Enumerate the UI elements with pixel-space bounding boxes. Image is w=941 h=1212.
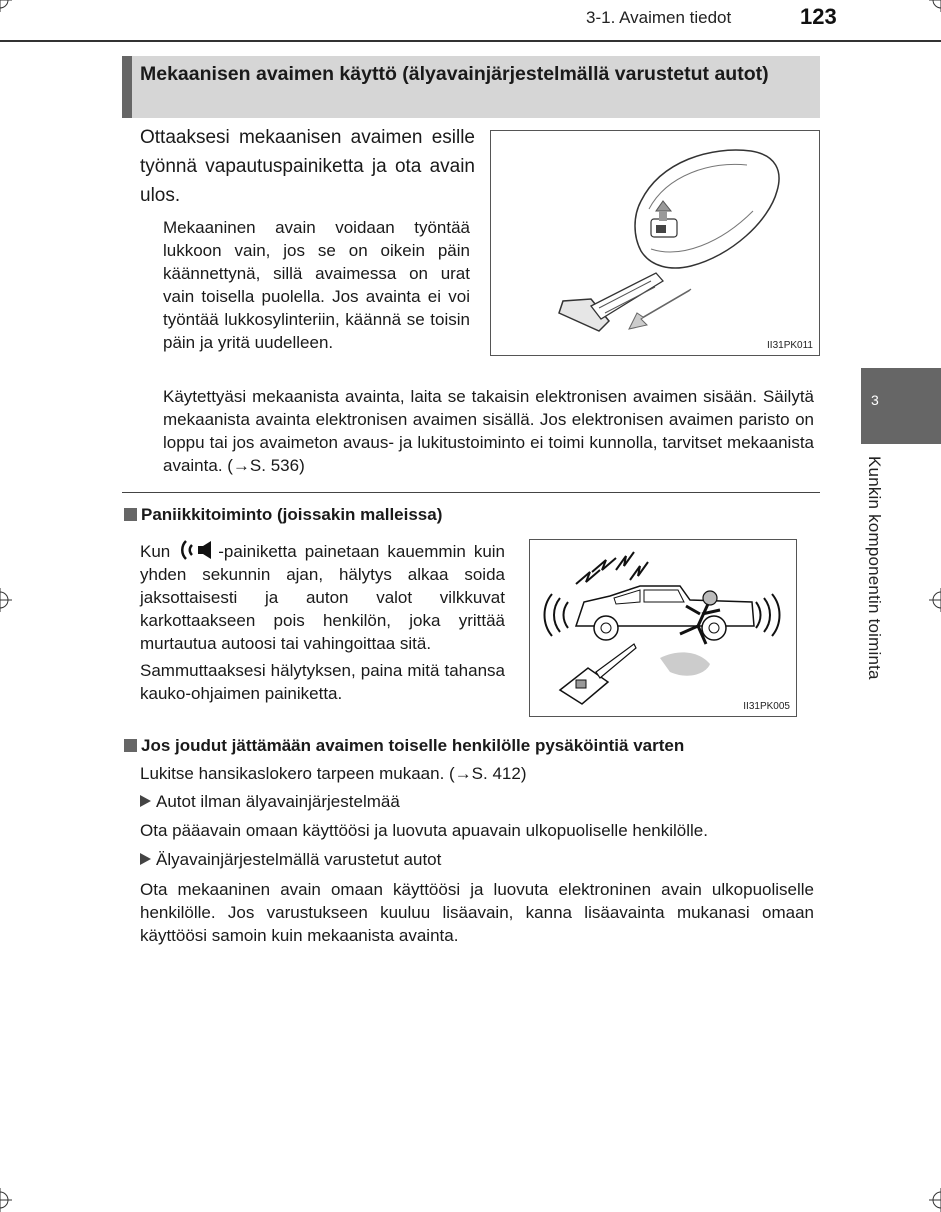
mechanical-key-note-2: Käytettyäsi mekaanista avainta, laita se takaisin elektronisen avaimen sisään. Säilytä mekaanista avainta elektronisen avaimen sisällä. Jos elektronisen avaimen paristo on loppu tai jos avaimeton avaus- ja lukitustoiminto ei toimi kunnolla, tarvitset mekaanista avainta. (→S. 536)	[163, 387, 814, 475]
section-heading-valet: Jos joudut jättämään avaimen toiselle henkilölle pysäköintiä varten	[124, 736, 684, 756]
panic-mode-illustration	[530, 540, 796, 716]
valet-bullet-smart-key: Älyavainjärjestelmällä varustetut autot	[140, 848, 441, 872]
figure-panic-mode	[529, 539, 797, 717]
section-heading-mechanical-key: Mekaanisen avaimen käyttö (älyavainjärjestelmällä varustetut autot)	[122, 56, 820, 118]
panic-button-icon	[178, 539, 218, 561]
mechanical-key-note-1: Mekaaninen avain voidaan työntää lukkoon vain, jos se on oikein päin käännettynä, sillä avaimessa on urat vain toisella puolella. Jos avainta ei voi työntää lukkosylinteriin, käännä se toisin päin ja yritä uudelleen.	[163, 218, 470, 352]
valet-glovebox-line: Lukitse hansikaslokero tarpeen mukaan. (→S. 412)	[140, 764, 527, 783]
panic-mode-stop-text: Sammuttaaksesi hälytyksen, paina mitä tahansa kauko-ohjaimen painiketta.	[140, 661, 505, 703]
panic-mode-text: Kun -painiketta painetaan kauemmin kuin yhden sekunnin ajan, hälytys alkaa soida jaksottaisesti ja auton valot vilkkuvat karkottaakseen pois henkilön, joka yrittää murtautua autoosi tai vahingoittaa sitä.	[140, 539, 505, 655]
crop-mark-top-right	[929, 0, 941, 12]
square-bullet-icon	[124, 739, 137, 752]
square-bullet-icon	[124, 508, 137, 521]
chapter-tab-title: Kunkin komponentin toiminta	[865, 456, 884, 680]
running-header-section: 3-1. Avaimen tiedot	[586, 8, 732, 27]
triangle-bullet-icon	[140, 795, 151, 807]
valet-bullet-no-smart-key: Autot ilman älyavainjärjestelmää	[140, 790, 400, 814]
section-heading-panic-mode: Paniikkitoiminto (joissakin malleissa)	[124, 505, 442, 525]
figure-code-panic: II31PK005	[743, 701, 790, 712]
crop-mark-bottom-right	[929, 1188, 941, 1212]
figure-mechanical-key	[490, 130, 820, 356]
header-rule	[0, 40, 941, 42]
crop-mark-top-left	[0, 0, 12, 12]
page-number: 123	[800, 4, 837, 29]
valet-text-smart-key: Ota mekaaninen avain omaan käyttöösi ja luovuta elektroninen avain ulkopuoliselle henkilölle. Jos varustukseen kuuluu lisäavain, kanna lisäavainta mukanasi omaan käyttöösi samoin kuin mekaanista avainta.	[140, 880, 814, 945]
section-divider	[122, 492, 820, 493]
triangle-bullet-icon	[140, 853, 151, 865]
chapter-tab-number: 3	[871, 392, 879, 408]
mechanical-key-illustration	[491, 131, 819, 355]
crop-mark-bottom-left	[0, 1188, 12, 1212]
crop-mark-mid-left	[0, 588, 12, 612]
mechanical-key-intro: Ottaaksesi mekaanisen avaimen esille työnnä vapautuspainiketta ja ota avain ulos.	[140, 127, 475, 206]
crop-mark-mid-right	[929, 588, 941, 612]
valet-text-no-smart-key: Ota pääavain omaan käyttöösi ja luovuta apuavain ulkopuoliselle henkilölle.	[140, 821, 708, 840]
figure-code-key: II31PK011	[767, 340, 813, 351]
